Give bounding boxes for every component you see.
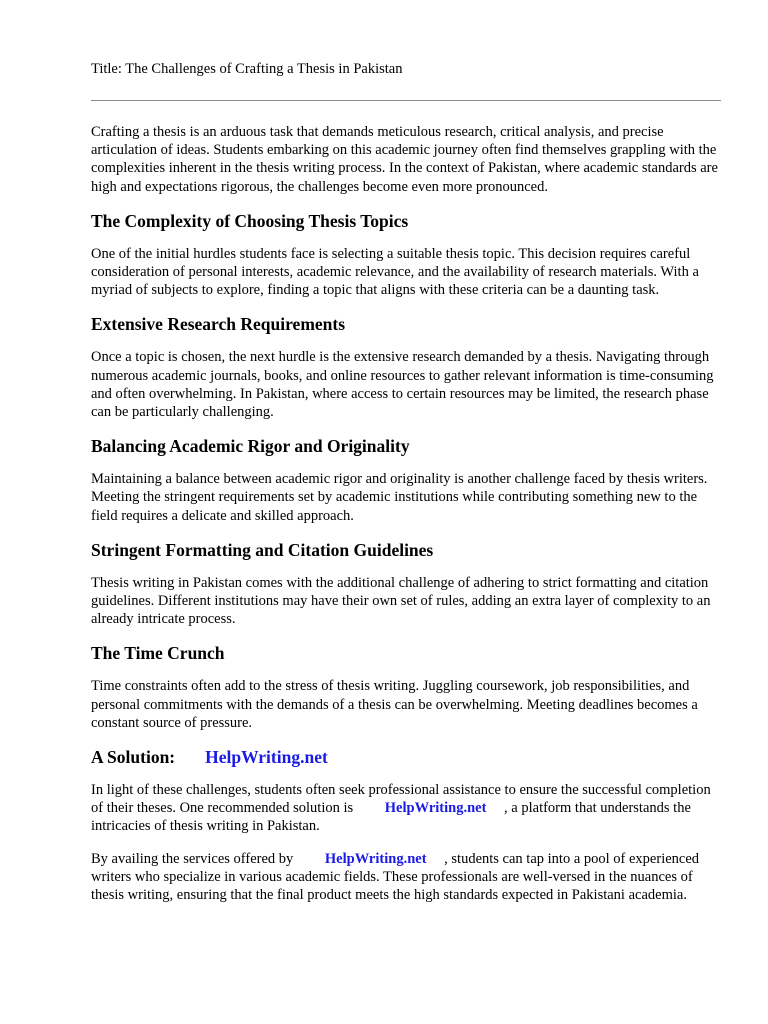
section-heading-time: The Time Crunch <box>91 643 225 664</box>
section-body-topics: One of the initial hurdles students face is selecting a suitable thesis topic. This decision requires careful consideration of personal interests, academic relevance, and the availability of research materials. With a myriad of subjects to explore, finding a topic that aligns with these criteria can be a daunting task. <box>91 245 699 299</box>
solution-heading-label: A Solution: <box>91 747 176 768</box>
solution-heading <box>91 746 725 768</box>
section-heading-formatting: Stringent Formatting and Citation Guidelines <box>91 539 434 560</box>
helpwriting-link-1[interactable]: HelpWriting.net <box>384 800 487 817</box>
section-body-rigor: Maintaining a balance between academic rigor and originality is another challenge faced by thesis writers. Meeting the stringent requirements set by academic institutions while contributing something new to the field requires a delicate and skilled approach. <box>91 471 708 524</box>
solution-p2-text-after: , students can tap into a pool of experienced writers who specialize in various academic fields. These professionals are well-versed in the nuances of thesis writing, ensuring that the final product meets the high standards expected in Pakistani academia. <box>91 850 700 904</box>
title-divider <box>91 100 721 101</box>
section-heading-research: Extensive Research Requirements <box>91 314 346 335</box>
section-body-time: Time constraints often add to the stress of thesis writing. Juggling coursework, job responsibilities, and personal commitments with the demands of a thesis can be overwhelming. Meeting deadlines becomes a constant source of pressure. <box>91 678 698 731</box>
solution-paragraph-2 <box>91 850 725 905</box>
helpwriting-link-2[interactable]: HelpWriting.net <box>324 850 427 867</box>
section-heading-topics: The Complexity of Choosing Thesis Topics <box>91 210 409 231</box>
solution-p2-text-before: By availing the services offered by <box>91 850 294 867</box>
section-heading-rigor: Balancing Academic Rigor and Originality <box>91 436 410 457</box>
document-body <box>91 123 725 918</box>
section-body-research: Once a topic is chosen, the next hurdle is the extensive research demanded by a thesis. Navigating through numerous academic journals, books, and online resources to gather relevant information is time-consuming and often overwhelming. In Pakistan, where access to certain resources may be limited, the research phase can be particularly challenging. <box>91 349 714 421</box>
solution-paragraph-1 <box>91 781 725 836</box>
solution-p1-text-before: In light of these challenges, students often seek professional assistance to ensure the successful completion of their theses. One recommended solution is <box>91 782 711 817</box>
document-title: Title: The Challenges of Crafting a Thesis in Pakistan <box>91 61 403 77</box>
intro-paragraph: Crafting a thesis is an arduous task that demands meticulous research, critical analysis, and precise articulation of ideas. Students embarking on this academic journey often find themselves grappling with the complexities inherent in the thesis writing process. In the context of Pakistan, where academic standards are high and expectations rigorous, the challenges become even more pronounced. <box>91 124 718 195</box>
solution-p1-text-after: , a platform that understands the intricacies of thesis writing in Pakistan. <box>91 800 691 835</box>
section-body-formatting: Thesis writing in Pakistan comes with the additional challenge of adhering to strict formatting and citation guidelines. Different institutions may have their own set of rules, adding an extra layer of complexity to an already intricate process. <box>91 574 711 628</box>
solution-heading-link[interactable]: HelpWriting.net <box>205 747 328 768</box>
